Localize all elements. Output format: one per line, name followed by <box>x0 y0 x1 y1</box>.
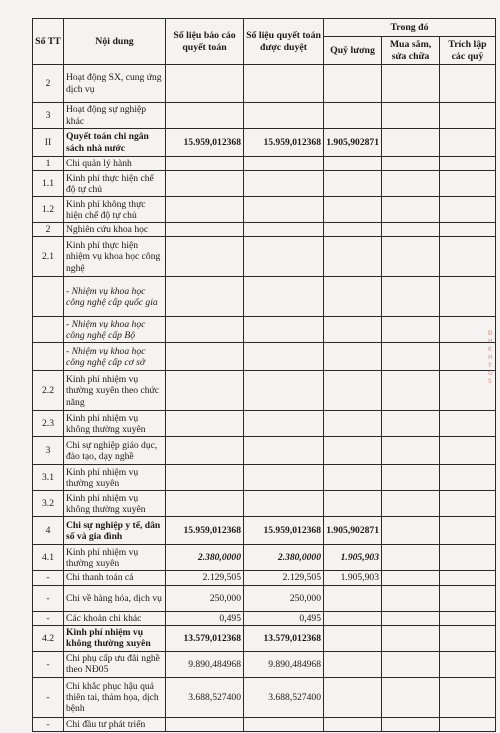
procurement-value <box>382 677 440 717</box>
row-content: Quyết toán chi ngân sách nhà nước <box>64 129 166 157</box>
fund-allocation-value <box>440 171 496 197</box>
table-row <box>33 129 496 157</box>
approved-value <box>244 437 324 465</box>
approved-value <box>244 197 324 223</box>
procurement-value <box>382 717 440 731</box>
table-row <box>33 65 496 103</box>
salary-fund-value <box>324 677 382 717</box>
reported-value: 13.579,012368 <box>166 625 244 651</box>
reported-value: 250,000 <box>166 585 244 611</box>
row-number <box>33 343 64 371</box>
salary-fund-value <box>324 651 382 677</box>
procurement-value <box>382 517 440 545</box>
header-salary-fund: Quỹ lương <box>324 37 382 65</box>
approved-value <box>244 277 324 317</box>
table-row <box>33 625 496 651</box>
row-content: Hoạt động SX, cung ứng dịch vụ <box>64 65 166 103</box>
procurement-value <box>382 343 440 371</box>
row-content: - Nhiệm vụ khoa học công nghệ cấp quốc gia <box>64 277 166 317</box>
salary-fund-value <box>324 411 382 437</box>
procurement-value <box>382 465 440 491</box>
fund-allocation-value <box>440 625 496 651</box>
header-content: Nội dung <box>64 19 166 65</box>
row-content: Chi phụ cấp ưu đãi nghề theo NĐ05 <box>64 651 166 677</box>
procurement-value <box>382 103 440 129</box>
reported-value <box>166 317 244 343</box>
salary-fund-value: 1.905,902871 <box>324 129 382 157</box>
fund-allocation-value <box>440 65 496 103</box>
reported-value: 2.380,0000 <box>166 545 244 571</box>
reported-value <box>166 103 244 129</box>
header-stt: Số TT <box>33 19 64 65</box>
row-number: 2.1 <box>33 237 64 277</box>
row-content: Kinh phí nhiệm vụ thường xuyên <box>64 465 166 491</box>
fund-allocation-value <box>440 237 496 277</box>
reported-value <box>166 157 244 171</box>
row-content: Kinh phí nhiệm vụ không thường xuyên <box>64 491 166 517</box>
procurement-value <box>382 237 440 277</box>
salary-fund-value <box>324 585 382 611</box>
approved-value <box>244 223 324 237</box>
approved-value: 9.890,484968 <box>244 651 324 677</box>
table-row <box>33 611 496 625</box>
row-number: - <box>33 677 64 717</box>
row-number: II <box>33 129 64 157</box>
table-row <box>33 491 496 517</box>
fund-allocation-value <box>440 197 496 223</box>
approved-value <box>244 171 324 197</box>
fund-allocation-value <box>440 437 496 465</box>
approved-value <box>244 465 324 491</box>
row-content: Hoạt động sự nghiệp khác <box>64 103 166 129</box>
row-content: Kinh phí không thực hiện chế độ tự chủ <box>64 197 166 223</box>
procurement-value <box>382 171 440 197</box>
row-content: Kinh phí nhiệm vụ thường xuyên <box>64 545 166 571</box>
approved-value: 250,000 <box>244 585 324 611</box>
table-row <box>33 343 496 371</box>
salary-fund-value <box>324 277 382 317</box>
table-row <box>33 411 496 437</box>
approved-value: 3.688,527400 <box>244 677 324 717</box>
fund-allocation-value <box>440 465 496 491</box>
procurement-value <box>382 625 440 651</box>
reported-value <box>166 343 244 371</box>
red-stamp-fragment: Đ H K H Y G S <box>488 330 493 385</box>
approved-value <box>244 103 324 129</box>
approved-value: 2.129,505 <box>244 571 324 585</box>
header-reported: Số liệu báo cáo quyết toán <box>166 19 244 65</box>
approved-value: 2.380,0000 <box>244 545 324 571</box>
procurement-value <box>382 611 440 625</box>
approved-value: 13.579,012368 <box>244 625 324 651</box>
reported-value <box>166 371 244 411</box>
fund-allocation-value <box>440 223 496 237</box>
reported-value: 2.129,505 <box>166 571 244 585</box>
salary-fund-value <box>324 223 382 237</box>
table-row <box>33 585 496 611</box>
table-row <box>33 277 496 317</box>
reported-value <box>166 465 244 491</box>
table-row <box>33 103 496 129</box>
row-content: Các khoản chi khác <box>64 611 166 625</box>
approved-value <box>244 411 324 437</box>
row-number: 4 <box>33 517 64 545</box>
approved-value: 15.959,012368 <box>244 517 324 545</box>
fund-allocation-value <box>440 517 496 545</box>
fund-allocation-value <box>440 611 496 625</box>
header-procurement: Mua sắm, sửa chữa <box>382 37 440 65</box>
approved-value <box>244 717 324 731</box>
budget-settlement-table <box>32 18 496 732</box>
table-row <box>33 197 496 223</box>
row-content: Kinh phí thực hiện chế độ tự chủ <box>64 171 166 197</box>
row-content: Chi quản lý hành <box>64 157 166 171</box>
procurement-value <box>382 491 440 517</box>
row-content: Kinh phí nhiệm vụ không thường xuyên <box>64 625 166 651</box>
approved-value <box>244 491 324 517</box>
procurement-value <box>382 651 440 677</box>
salary-fund-value <box>324 237 382 277</box>
row-number: - <box>33 717 64 731</box>
fund-allocation-value <box>440 545 496 571</box>
fund-allocation-value <box>440 491 496 517</box>
procurement-value <box>382 437 440 465</box>
table-row <box>33 517 496 545</box>
reported-value <box>166 277 244 317</box>
row-number: 3 <box>33 437 64 465</box>
procurement-value <box>382 371 440 411</box>
row-number: 1.1 <box>33 171 64 197</box>
approved-value: 0,495 <box>244 611 324 625</box>
table-row <box>33 237 496 277</box>
fund-allocation-value <box>440 717 496 731</box>
header-of-which: Trong đó <box>324 19 496 37</box>
procurement-value <box>382 197 440 223</box>
reported-value <box>166 717 244 731</box>
procurement-value <box>382 157 440 171</box>
salary-fund-value <box>324 465 382 491</box>
table-row <box>33 651 496 677</box>
fund-allocation-value <box>440 129 496 157</box>
approved-value <box>244 237 324 277</box>
row-number: 3.1 <box>33 465 64 491</box>
row-number: 4.2 <box>33 625 64 651</box>
row-number: 2 <box>33 65 64 103</box>
procurement-value <box>382 223 440 237</box>
row-content: - Nhiệm vụ khoa học công nghệ cấp cơ sở <box>64 343 166 371</box>
row-content: Chi thanh toán cá <box>64 571 166 585</box>
row-content: Nghiên cứu khoa học <box>64 223 166 237</box>
table-header <box>33 19 496 65</box>
row-number: 3 <box>33 103 64 129</box>
row-number: 1.2 <box>33 197 64 223</box>
salary-fund-value: 1.905,903 <box>324 571 382 585</box>
row-number: 1 <box>33 157 64 171</box>
header-approved: Số liệu quyết toán được duyệt <box>244 19 324 65</box>
row-content: Chi sự nghiệp giáo dục, đào tạo, dạy nghề <box>64 437 166 465</box>
fund-allocation-value <box>440 651 496 677</box>
table-row <box>33 437 496 465</box>
procurement-value <box>382 411 440 437</box>
fund-allocation-value <box>440 103 496 129</box>
row-number: - <box>33 651 64 677</box>
reported-value <box>166 411 244 437</box>
salary-fund-value <box>324 437 382 465</box>
row-number: 2.3 <box>33 411 64 437</box>
procurement-value <box>382 571 440 585</box>
table-row <box>33 371 496 411</box>
reported-value <box>166 223 244 237</box>
table-row <box>33 223 496 237</box>
table-row <box>33 571 496 585</box>
row-content: Kinh phí nhiệm vụ thường xuyên theo chức năng <box>64 371 166 411</box>
table-row <box>33 717 496 731</box>
salary-fund-value <box>324 491 382 517</box>
salary-fund-value <box>324 343 382 371</box>
fund-allocation-value <box>440 585 496 611</box>
table-row <box>33 465 496 491</box>
fund-allocation-value <box>440 157 496 171</box>
table-body <box>33 65 496 732</box>
row-number: 2 <box>33 223 64 237</box>
fund-allocation-value <box>440 277 496 317</box>
header-fund-allocation: Trích lập các quỹ <box>440 37 496 65</box>
procurement-value <box>382 129 440 157</box>
salary-fund-value <box>324 625 382 651</box>
salary-fund-value <box>324 103 382 129</box>
approved-value <box>244 371 324 411</box>
fund-allocation-value <box>440 677 496 717</box>
reported-value <box>166 65 244 103</box>
reported-value: 3.688,527400 <box>166 677 244 717</box>
approved-value <box>244 343 324 371</box>
row-content: - Nhiệm vụ khoa học công nghệ cấp Bộ <box>64 317 166 343</box>
row-number: - <box>33 571 64 585</box>
table-row <box>33 171 496 197</box>
table-row <box>33 157 496 171</box>
fund-allocation-value <box>440 571 496 585</box>
approved-value <box>244 157 324 171</box>
table-row <box>33 545 496 571</box>
row-content: Kinh phí thực hiện nhiệm vụ khoa học công nghệ <box>64 237 166 277</box>
row-number: 3.2 <box>33 491 64 517</box>
row-number <box>33 317 64 343</box>
salary-fund-value: 1.905,903 <box>324 545 382 571</box>
salary-fund-value <box>324 65 382 103</box>
row-content: Chi về hàng hóa, dịch vụ <box>64 585 166 611</box>
salary-fund-value <box>324 371 382 411</box>
reported-value <box>166 237 244 277</box>
approved-value <box>244 65 324 103</box>
salary-fund-value <box>324 197 382 223</box>
procurement-value <box>382 317 440 343</box>
approved-value <box>244 317 324 343</box>
row-number: 2.2 <box>33 371 64 411</box>
reported-value <box>166 491 244 517</box>
salary-fund-value: 1.905,902871 <box>324 517 382 545</box>
salary-fund-value <box>324 717 382 731</box>
procurement-value <box>382 585 440 611</box>
row-number: 4.1 <box>33 545 64 571</box>
row-content: Chi đầu tư phát triển <box>64 717 166 731</box>
salary-fund-value <box>324 171 382 197</box>
reported-value: 15.959,012368 <box>166 129 244 157</box>
table-row <box>33 677 496 717</box>
row-content: Kinh phí nhiệm vụ không thường xuyên <box>64 411 166 437</box>
procurement-value <box>382 545 440 571</box>
row-number: - <box>33 611 64 625</box>
salary-fund-value <box>324 611 382 625</box>
reported-value <box>166 197 244 223</box>
row-number <box>33 277 64 317</box>
row-content: Chi khắc phục hậu quả thiên tai, thảm họa, dịch bệnh <box>64 677 166 717</box>
salary-fund-value <box>324 317 382 343</box>
reported-value: 0,495 <box>166 611 244 625</box>
approved-value: 15.959,012368 <box>244 129 324 157</box>
reported-value <box>166 437 244 465</box>
table-row <box>33 317 496 343</box>
reported-value: 9.890,484968 <box>166 651 244 677</box>
reported-value <box>166 171 244 197</box>
procurement-value <box>382 277 440 317</box>
reported-value: 15.959,012368 <box>166 517 244 545</box>
row-content: Chi sự nghiệp y tế, dân số và gia đình <box>64 517 166 545</box>
row-number: - <box>33 585 64 611</box>
procurement-value <box>382 65 440 103</box>
salary-fund-value <box>324 157 382 171</box>
